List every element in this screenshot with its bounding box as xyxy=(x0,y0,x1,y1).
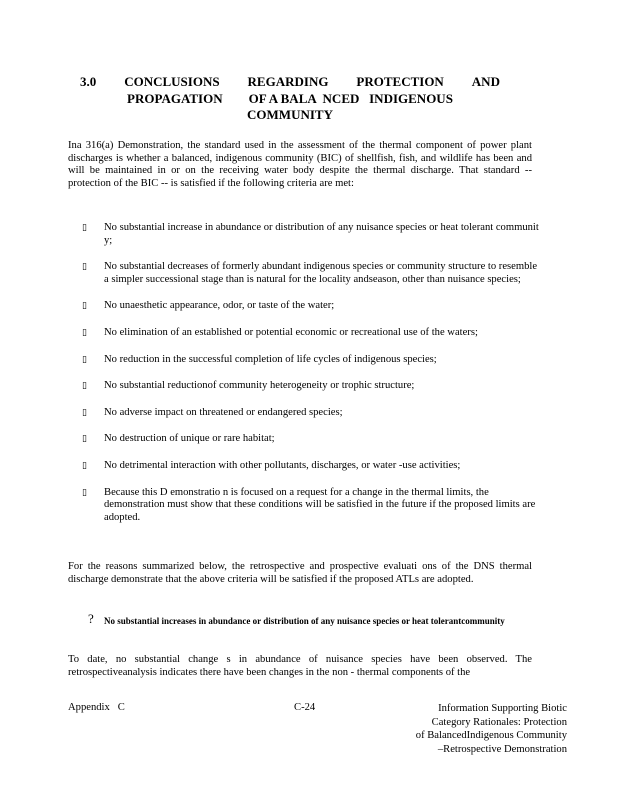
list-item xyxy=(82,460,542,473)
criterion-text: No elimination of an established or potential economic or recreational use of the waters; xyxy=(104,326,478,338)
criterion-text: No reduction in the successful completion of life cycles of indigenous species; xyxy=(104,353,437,365)
list-item xyxy=(82,407,542,420)
footer-appendix: Appendix C xyxy=(68,702,125,713)
criterion-text: No destruction of unique or rare habitat; xyxy=(104,433,275,445)
checkbox-bullet-icon: ▯ xyxy=(82,460,87,471)
section-heading xyxy=(80,74,500,124)
heading-line-1 xyxy=(80,74,500,91)
checkbox-bullet-icon: ▯ xyxy=(82,407,87,418)
list-item xyxy=(82,487,542,525)
list-item xyxy=(82,327,542,340)
reasons-paragraph: For the reasons summarized below, the retrospective and prospective evaluati ons of the DNS thermal discharge demonstrate that the above criteria will be satisfied if the proposed ATLs are adopted. xyxy=(68,561,532,585)
criterion-text: No adverse impact on threatened or endangered species; xyxy=(104,406,343,418)
heading-line-3: COMMUNITY xyxy=(247,107,333,122)
checkbox-bullet-icon: ▯ xyxy=(82,327,87,338)
criterion-text: No detrimental interaction with other pollutants, discharges, or water -use activities; xyxy=(104,459,461,471)
criterion-text: No unaesthetic appearance, odor, or taste of the water; xyxy=(104,300,335,312)
criterion-text: No substantial decreases of formerly abundant indigenous species or community structure to resemble a simpler successional stage than is natural for the locality andseason, other than nuisance species; xyxy=(104,261,538,285)
heading-word: CONCLUSIONS xyxy=(124,74,220,89)
list-item xyxy=(82,354,542,367)
footer-section-title xyxy=(392,702,567,756)
criteria-list xyxy=(82,222,542,524)
question-item xyxy=(88,611,528,627)
list-item xyxy=(82,433,542,446)
to-date-paragraph: To date, no substantial change s in abundance of nuisance species have been observed. The retrospectiveanalysis indicates there have been changes in the non - thermal components of the xyxy=(68,654,532,678)
list-item xyxy=(82,261,542,286)
footer-title-line: of BalancedIndigenous Community xyxy=(415,730,567,741)
checkbox-bullet-icon: ▯ xyxy=(82,301,87,312)
checkbox-bullet-icon: ▯ xyxy=(82,223,87,233)
checkbox-bullet-icon: ▯ xyxy=(82,381,87,392)
footer-title-line: Category Rationales: Protection xyxy=(431,716,567,728)
criterion-text: Because this D emonstratio n is focused on a request for a change in the thermal limits, the demonstration must show that these conditions will be satisfied in the future if the proposed limits are adopted. xyxy=(104,486,536,523)
criterion-text: No substantial reductionof community heterogeneity or trophic structure; xyxy=(104,380,415,392)
heading-line-2: PROPAGATION OF A BALA NCED INDIGENOUS xyxy=(127,90,453,106)
list-item xyxy=(82,380,542,393)
checkbox-bullet-icon: ▯ xyxy=(82,354,87,365)
question-item-text: No substantial increases in abundance or distribution of any nuisance species or heat tolerantcommunity xyxy=(104,616,505,626)
heading-word: PROTECTION xyxy=(356,74,444,89)
heading-number: 3.0 xyxy=(80,74,97,89)
footer-page-number: C-24 xyxy=(294,702,316,713)
question-mark-icon: ? xyxy=(88,611,94,626)
checkbox-bullet-icon: ▯ xyxy=(82,487,87,498)
heading-word: AND xyxy=(471,74,500,89)
checkbox-bullet-icon: ▯ xyxy=(82,434,87,445)
footer-title-line: –Retrospective Demonstration xyxy=(437,743,567,755)
heading-word: REGARDING xyxy=(247,74,329,89)
intro-paragraph: Ina 316(a) Demonstration, the standard used in the assessment of the thermal component of power plant discharges is whether a balanced, indigenous community (BIC) of shellfish, fish, and wildlife has been and will be maintained in or on the receiving water body despite the thermal discharge. That standard --protection of the BIC -- is satisfied if the following criteria are met: xyxy=(68,140,532,189)
checkbox-bullet-icon: ▯ xyxy=(82,262,87,273)
list-item xyxy=(82,300,542,313)
criterion-text: No substantial increase in abundance or distribution of any nuisance species or heat tolerant communit y; xyxy=(104,222,539,246)
list-item xyxy=(82,222,542,247)
footer-title-line: Information Supporting Biotic xyxy=(438,703,567,714)
